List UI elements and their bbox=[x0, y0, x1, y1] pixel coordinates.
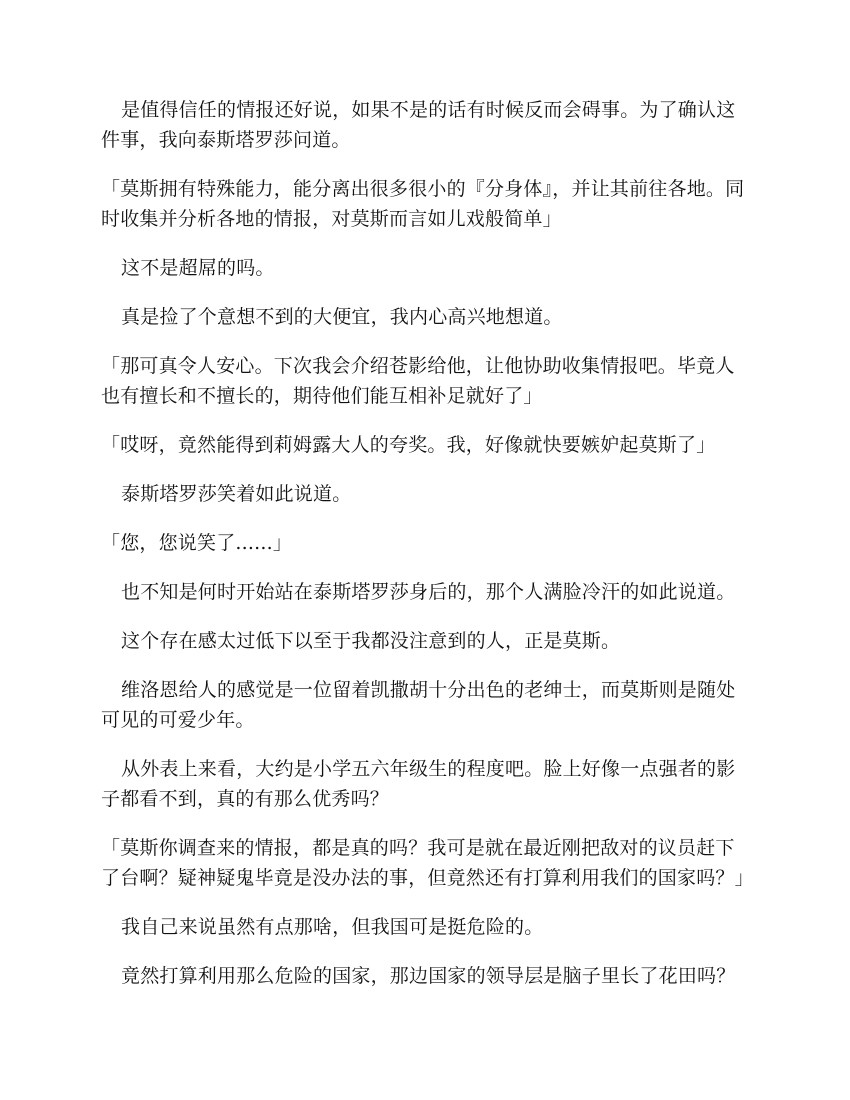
paragraph: 我自己来说虽然有点那啥，但我国可是挺危险的。 bbox=[121, 916, 544, 938]
paragraph: 是值得信任的情报还好说，如果不是的话有时候反而会碍事。为了确认这件事，我向泰斯塔罗莎问道。 bbox=[101, 99, 736, 151]
document-body bbox=[101, 95, 754, 1010]
paragraph: 「哎呀，竟然能得到莉姆露大人的夸奖。我，好像就快要嫉妒起莫斯了」 bbox=[101, 434, 716, 456]
paragraph: 「莫斯拥有特殊能力，能分离出很多很小的『分身体』，并让其前往各地。同时收集并分析各地的情报，对莫斯而言如儿戏般简单」 bbox=[101, 178, 745, 230]
paragraph: 泰斯塔罗莎笑着如此说道。 bbox=[121, 483, 352, 505]
paragraph: 这个存在感太过低下以至于我都没注意到的人，正是莫斯。 bbox=[121, 630, 621, 652]
paragraph: 真是捡了个意想不到的大便宜，我内心高兴地想道。 bbox=[121, 306, 563, 328]
paragraph: 这不是超屌的吗。 bbox=[121, 257, 275, 279]
paragraph: 维洛恩给人的感觉是一位留着凯撒胡十分出色的老绅士，而莫斯则是随处可见的可爱少年。 bbox=[101, 679, 736, 731]
paragraph: 「莫斯你调查来的情报，都是真的吗？我可是就在最近刚把敌对的议员赶下了台啊？疑神疑鬼毕竟是没办法的事，但竟然还有打算利用我们的国家吗？」 bbox=[101, 837, 754, 889]
paragraph: 「您，您说笑了......」 bbox=[101, 532, 293, 554]
paragraph: 「那可真令人安心。下次我会介绍苍影给他，让他协助收集情报吧。毕竟人也有擅长和不擅长的，期待他们能互相补足就好了」 bbox=[101, 355, 735, 407]
paragraph: 从外表上来看，大约是小学五六年级生的程度吧。脸上好像一点强者的影子都看不到，真的有那么优秀吗？ bbox=[101, 758, 736, 810]
paragraph: 竟然打算利用那么危险的国家，那边国家的领导层是脑子里长了花田吗？ bbox=[121, 965, 736, 987]
paragraph: 也不知是何时开始站在泰斯塔罗莎身后的，那个人满脸冷汗的如此说道。 bbox=[121, 581, 736, 603]
